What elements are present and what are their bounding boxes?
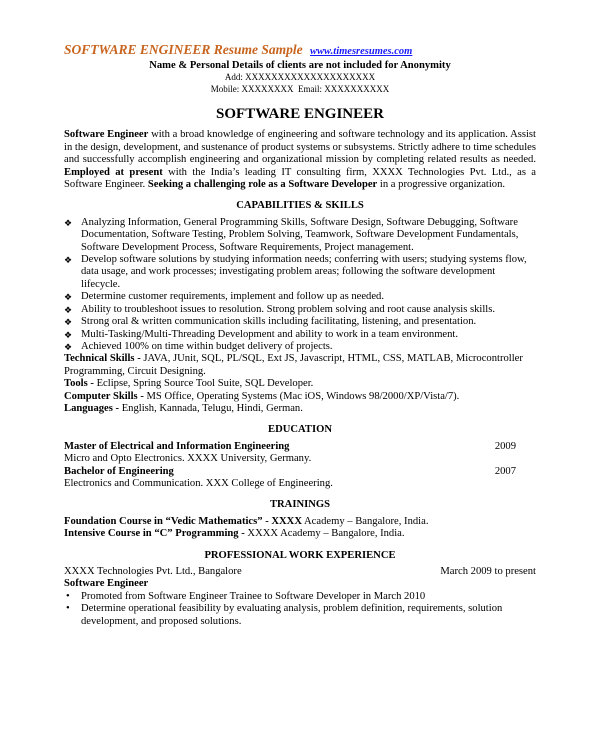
company-name: XXXX Technologies Pvt. Ltd., Bangalore [64, 566, 242, 577]
degree-detail: Electronics and Communication. XXX College of Engineering. [64, 477, 333, 489]
bullet-icon: • [66, 590, 70, 602]
summary-text-2: with the India’s leading IT consulting firm, XXXX Technologies Pvt. Ltd., as a Software Engineer. [64, 166, 537, 191]
bullet-icon: • [66, 603, 70, 615]
diamond-bullet-icon: ❖ [64, 317, 73, 328]
email-text: Email: XXXXXXXXXX [298, 83, 390, 94]
summary-text-1: with a broad knowledge of engineering and software technology and its application. Assist in the design, development, and sustenance of product systems or subsystems. Strictly adhere to time schedules and successfully accomplish engineering and organizational mission by completing related results as needed. [64, 129, 536, 166]
summary-text-3: in a progressive organization. [377, 179, 506, 191]
website-link[interactable]: www.timesresumes.com [310, 46, 413, 57]
list-item: ❖ Achieved 100% on time within budget delivery of projects. [64, 340, 333, 352]
experience-header [64, 566, 536, 578]
mobile-text: Mobile: XXXXXXXX [210, 83, 294, 94]
summary-bold-3: Seeking a challenging role as a Software Developer [147, 179, 378, 191]
capabilities-list [64, 217, 536, 353]
technical-skills: Technical Skills - JAVA, JUnit, SQL, PL/SQL, Ext JS, Javascript, HTML, CSS, MATLAB, Microcontroller Programming, Circuit Designing. [64, 353, 523, 377]
job-role: Software Engineer [64, 578, 149, 590]
summary-bold-2: Employed at present [64, 166, 163, 178]
education-entry [64, 466, 536, 491]
main-heading: SOFTWARE ENGINEER [216, 106, 384, 123]
list-item: ❖ Analyzing Information, General Programming Skills, Software Design, Software Debugging, Software Documentation, Software Testing, Problem Solving, Teamwork, Software Development Fundamentals, Software Development Process, Software Requirements, Project management. [64, 216, 519, 253]
degree-year: 2009 [494, 440, 516, 452]
tools-skills: Tools - Eclipse, Spring Source Tool Suite, SQL Developer. [64, 378, 314, 390]
list-item: • Determine operational feasibility by evaluating analysis, problem definition, requirements, solution development, and proposed solutions. [66, 603, 503, 627]
experience-heading: PROFESSIONAL WORK EXPERIENCE [204, 549, 396, 561]
summary-paragraph [64, 129, 536, 191]
list-item: ❖ Determine customer requirements, implement and follow up as needed. [64, 291, 385, 303]
employment-dates: March 2009 to present [440, 566, 536, 577]
list-item: ❖ Ability to troubleshoot issues to resolution. Strong problem solving and root cause analysis skills. [64, 303, 496, 315]
capabilities-heading: CAPABILITIES & SKILLS [236, 200, 364, 212]
diamond-bullet-icon: ❖ [64, 341, 73, 352]
resume-title [64, 42, 536, 59]
training-entry: Foundation Course in “Vedic Mathematics” - XXXX Academy – Bangalore, India. [64, 515, 429, 527]
degree-name: Master of Electrical and Information Engineering [64, 440, 290, 452]
degree-detail: Micro and Opto Electronics. XXXX University, Germany. [64, 453, 312, 465]
diamond-bullet-icon: ❖ [64, 329, 73, 340]
list-item: ❖ Strong oral & written communication skills including facilitating, listening, and presentation. [64, 316, 477, 328]
anonymity-note: Name & Personal Details of clients are not included for Anonymity [149, 60, 451, 71]
summary-bold-1: Software Engineer [64, 129, 149, 141]
list-item: • Promoted from Software Engineer Trainee to Software Developer in March 2010 [66, 590, 426, 602]
degree-year: 2007 [494, 465, 516, 477]
trainings-heading: TRAININGS [269, 499, 331, 511]
education-heading: EDUCATION [268, 424, 332, 436]
address-line: Add: XXXXXXXXXXXXXXXXXXXX [224, 72, 376, 83]
list-item: ❖ Multi-Tasking/Multi-Threading Development and ability to work in a team environment. [64, 328, 459, 340]
training-entry: Intensive Course in “C” Programming - XXXX Academy – Bangalore, India. [64, 528, 405, 540]
diamond-bullet-icon: ❖ [64, 255, 73, 266]
title-text: SOFTWARE ENGINEER Resume Sample [64, 42, 303, 57]
diamond-bullet-icon: ❖ [64, 292, 73, 303]
list-item: ❖ Develop software solutions by studying information needs; conferring with users; studying systems flow, data usage, and work processes; investigating problem areas; following the software development lifecycle. [64, 254, 527, 290]
degree-name: Bachelor of Engineering [64, 465, 174, 477]
languages: Languages - English, Kannada, Telugu, Hindi, German. [64, 402, 303, 414]
diamond-bullet-icon: ❖ [64, 304, 73, 315]
computer-skills: Computer Skills - MS Office, Operating Systems (Mac iOS, Windows 98/2000/XP/Vista/7). [64, 390, 460, 402]
experience-list [64, 591, 536, 628]
contact-line [64, 84, 536, 96]
education-entry [64, 441, 536, 466]
diamond-bullet-icon: ❖ [64, 217, 73, 228]
